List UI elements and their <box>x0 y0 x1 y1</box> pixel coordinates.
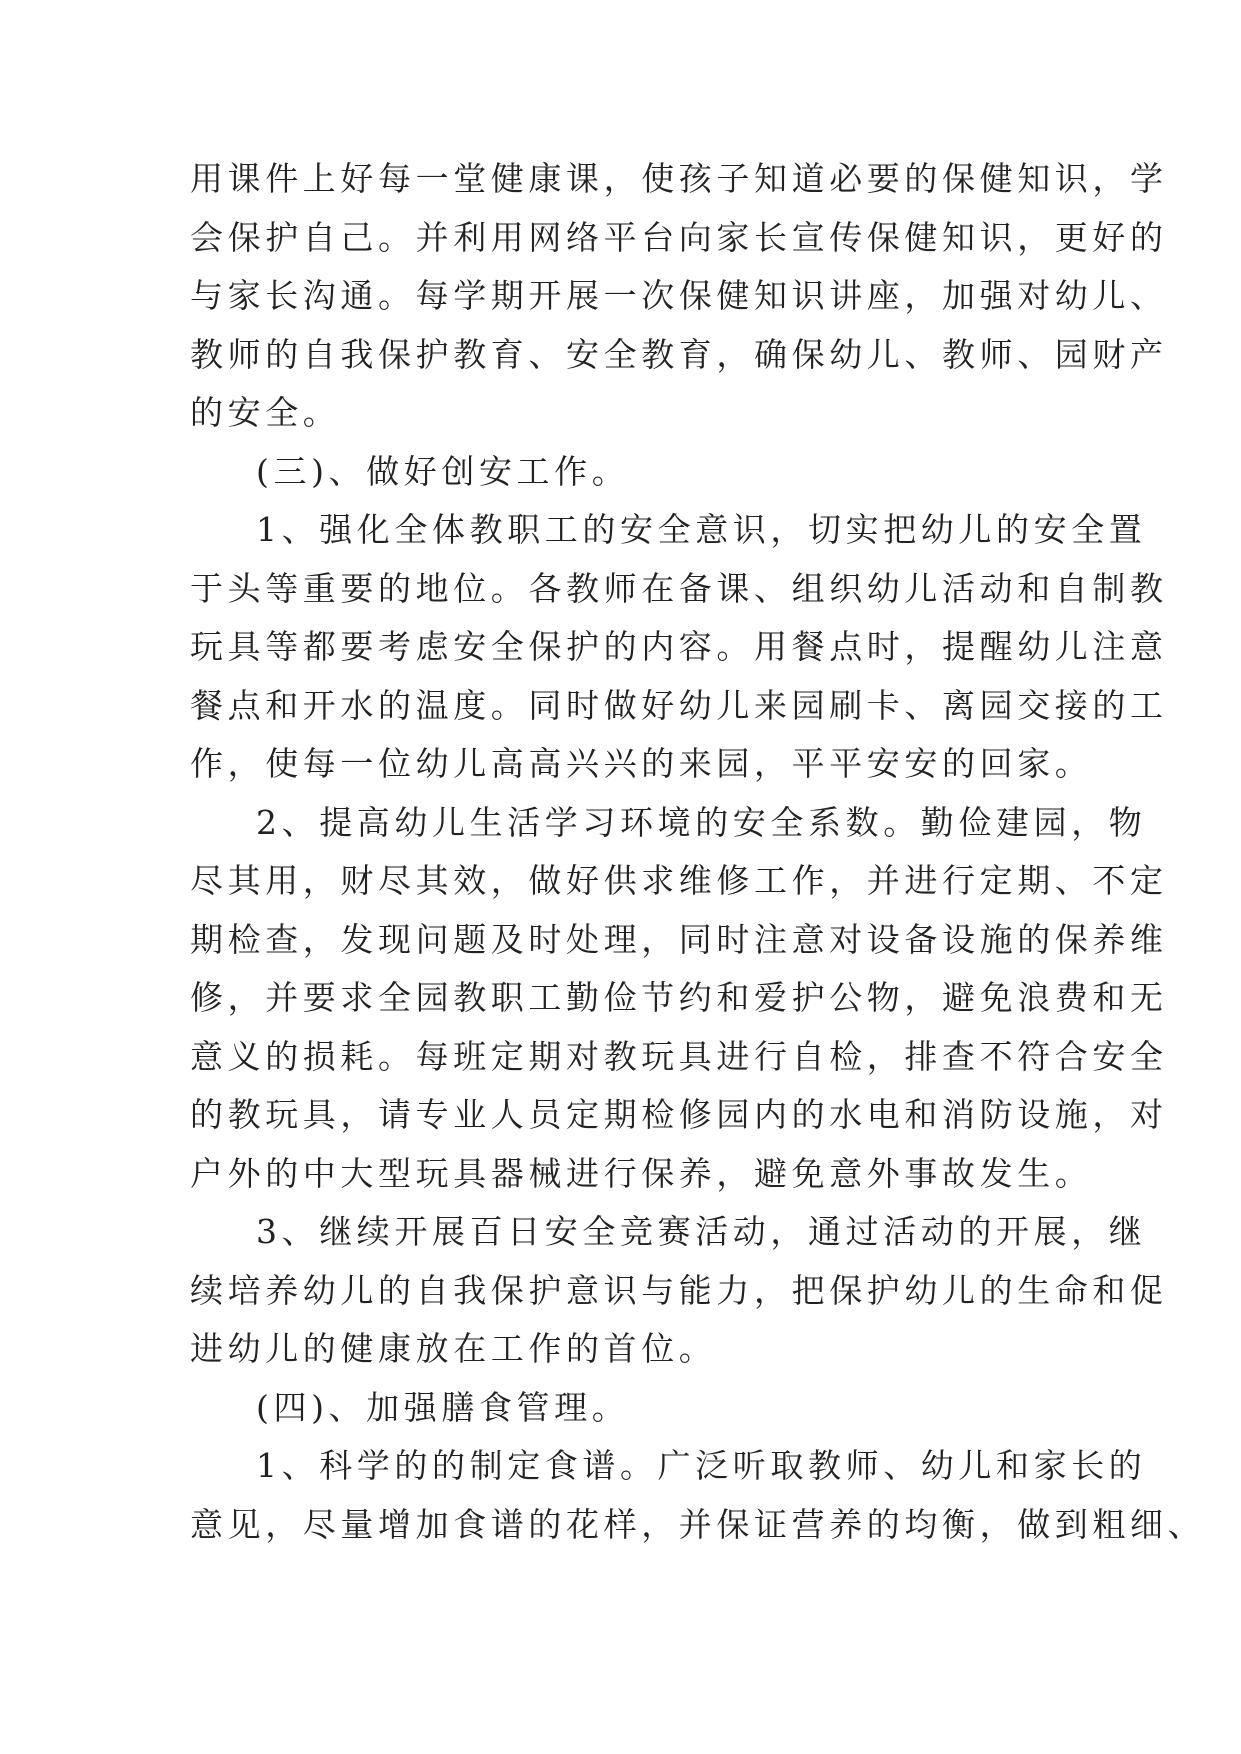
body-text <box>190 150 1206 1554</box>
section-heading: (三)、做好创安工作。 <box>256 451 630 491</box>
text-line: 尽其用，财尽其效，做好供求维修工作，并进行定期、不定 <box>190 861 1168 900</box>
text-line: 进幼儿的健康放在工作的首位。 <box>190 1329 717 1368</box>
text-line: 户外的中大型玩具器械进行保养，避免意外事故发生。 <box>190 1153 1093 1193</box>
section-heading: (四)、加强膳食管理。 <box>256 1387 630 1427</box>
text-line: 期检查，发现问题及时处理，同时注意对设备设施的保养维 <box>190 919 1168 959</box>
text-line: 于头等重要的地位。各教师在备课、组织幼儿活动和自制教 <box>190 568 1168 608</box>
paragraph-first-line: 1、科学的的制定食谱。广泛听取教师、幼儿和家长的 <box>256 1446 1147 1485</box>
text-line: 教师的自我保护教育、安全教育，确保幼儿、教师、园财产 <box>190 334 1168 374</box>
text-line: 的教玩具，请专业人员定期检修园内的水电和消防设施，对 <box>190 1095 1168 1134</box>
text-line: 修，并要求全园教职工勤俭节约和爱护公物，避免浪费和无 <box>190 978 1168 1017</box>
text-line: 意义的损耗。每班定期对教玩具进行自检，排查不符合安全 <box>190 1036 1168 1076</box>
text-line: 会保护自己。并利用网络平台向家长宣传保健知识，更好的 <box>190 217 1168 257</box>
paragraph-first-line: 2、提高幼儿生活学习环境的安全系数。勤俭建园，物 <box>256 802 1147 842</box>
text-line: 的安全。 <box>190 393 341 432</box>
paragraph-first-line: 1、强化全体教职工的安全意识，切实把幼儿的安全置 <box>256 510 1147 549</box>
text-line: 作，使每一位幼儿高高兴兴的来园，平平安安的回家。 <box>190 744 1093 783</box>
text-line: 用课件上好每一堂健康课，使孩子知道必要的保健知识，学 <box>190 159 1168 198</box>
paragraph-first-line: 3、继续开展百日安全竞赛活动，通过活动的开展，继 <box>256 1212 1147 1251</box>
text-line: 续培养幼儿的自我保护意识与能力，把保护幼儿的生命和促 <box>190 1270 1168 1310</box>
text-line: 玩具等都要考虑安全保护的内容。用餐点时，提醒幼儿注意 <box>190 627 1168 666</box>
text-line: 意见，尽量增加食谱的花样，并保证营养的均衡，做到粗细、 <box>190 1504 1206 1544</box>
text-line: 餐点和开水的温度。同时做好幼儿来园刷卡、离园交接的工 <box>190 685 1168 725</box>
text-line: 与家长沟通。每学期开展一次保健知识讲座，加强对幼儿、 <box>190 276 1168 315</box>
